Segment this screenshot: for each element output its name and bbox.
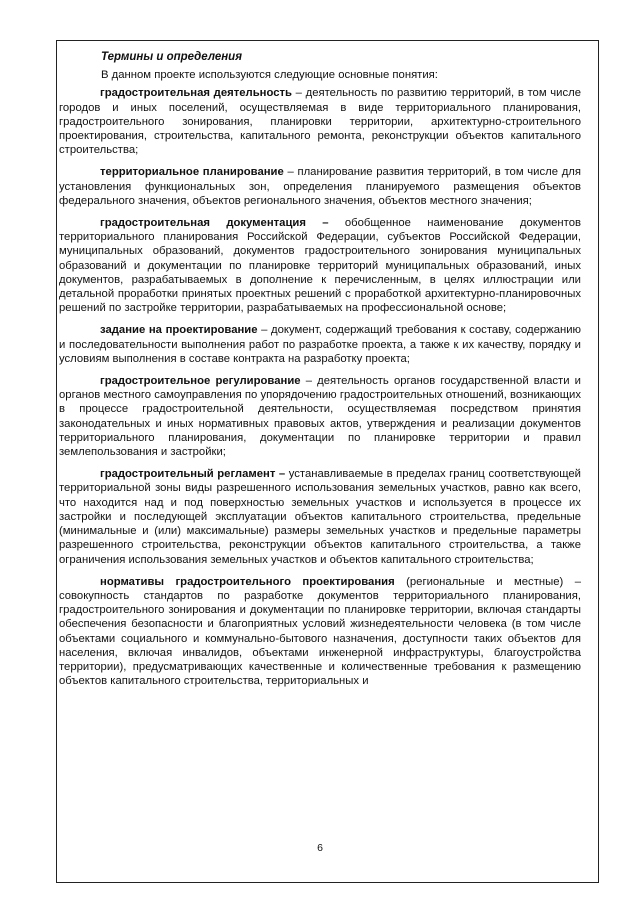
term-definition: – деятельность органов государственной власти и органов местного самоуправления по упорядочению градостроительных отношений, возникающих в процессе градостроительной деятельности, осуществляемая посредством принятия законодательных и иных нормативных правовых актов, утверждения и реализации документов территориального планирования, документации по планировке территории и правил землепользования и застройки; bbox=[59, 375, 581, 459]
term-definition: – планирование развития территорий, в том числе для установления функциональных зон, определения планируемого размещения объектов федерального значения, объектов регионального значения, объектов местного значения; bbox=[59, 166, 581, 207]
term: градостроительный регламент – bbox=[100, 468, 286, 481]
term-definition: (региональные и местные) – совокупность стандартов по разработке документов территориального планирования, градостроительного зонирования и документации по планировке территории, включая стандарты обеспечения безопасности и благоприятных условий жизнедеятельности человека (в том числе объектами социального и коммунально-бытового назначения, доступности таких объектов для населения, включая инвалидов, объектами инженерной инфраструктуры, благоустройства территории), предусматривающих качественные и количественные требования к размещению объектов капитального строительства, территориальных и bbox=[59, 575, 581, 688]
term-definition: устанавливаемые в пределах границ соответствующей территориальной зоны виды разрешенного использования земельных участков, равно как всего, что находится над и под поверхностью земельных участков и используется в процессе их застройки и последующей эксплуатации объектов капитального строительства, предельные (минимальные и (или) максимальные) размеры земельных участков и предельные параметры разрешенного строительства, реконструкции объектов капитального строительства, а также ограничения использования земельных участков и объектов капитального строительства; bbox=[59, 468, 581, 566]
page-number: 6 bbox=[317, 842, 323, 854]
document-body bbox=[59, 50, 581, 696]
term: градостроительная деятельность bbox=[100, 87, 292, 100]
section-title: Термины и определения bbox=[101, 51, 242, 63]
term-paragraph bbox=[59, 216, 581, 315]
term-paragraph bbox=[59, 467, 581, 566]
term-definition: обобщенное наименование документов территориального планирования Российской Федерации, субъектов Российской Федерации, муниципальных образований, документов градостроительного зонирования муниципальных образований и документации по планировке территорий муниципальных образований, иных документов, разрабатываемых в дополнение к перечисленным, в целях иллюстрации или детальной проработки принятых проектных решений с проработкой архитектурно-планировочных решений по застройке территории, разрабатываемых на профессиональной основе; bbox=[59, 217, 581, 315]
intro-text: В данном проекте используются следующие основные понятия: bbox=[101, 69, 438, 82]
term-paragraph bbox=[59, 86, 581, 157]
term: градостроительное регулирование bbox=[100, 375, 301, 388]
term-paragraph bbox=[59, 165, 581, 208]
term-definition: – деятельность по развитию территорий, в том числе городов и иных поселений, осуществляемая в виде территориального планирования, градостроительного зонирования, планировки территории, архитектурно-строительного проектирования, строительства, капитального ремонта, реконструкции объектов капитального строительства; bbox=[59, 87, 581, 157]
term: территориальное планирование bbox=[100, 166, 284, 179]
term: градостроительная документация – bbox=[100, 217, 329, 230]
term-paragraph bbox=[59, 575, 581, 689]
term-definition: – документ, содержащий требования к составу, содержанию и последовательности выполнения работ по разработке проекта, а также к их качеству, порядку и условиям выполнения в составе контракта на разработку проекта; bbox=[59, 324, 581, 365]
term: нормативы градостроительного проектирования bbox=[100, 575, 395, 588]
term-paragraph bbox=[59, 323, 581, 366]
term: задание на проектирование bbox=[100, 324, 258, 337]
term-paragraph bbox=[59, 374, 581, 459]
